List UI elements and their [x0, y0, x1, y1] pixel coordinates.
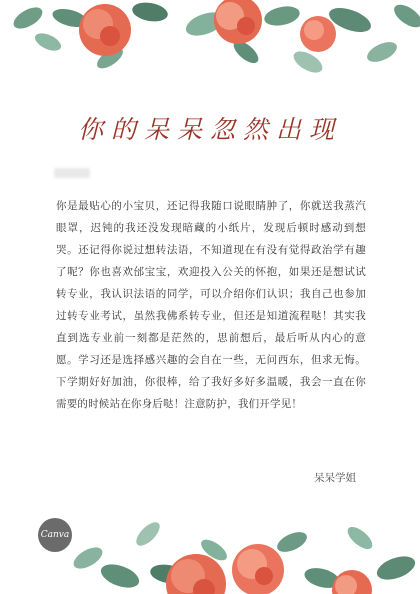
- letter-signature: 呆呆学姐: [314, 472, 356, 484]
- redacted-recipient-name: [54, 168, 90, 178]
- top-floral-decoration: [0, 0, 420, 92]
- canva-logo-text: Canva: [40, 530, 70, 540]
- bottom-floral-decoration: [0, 494, 420, 594]
- letter-body: 你是最贴心的小宝贝，还记得我随口说眼睛肿了，你就送我蒸汽眼罩，迟钝的我还没发现暗藏的小纸片，发现后顿时感动到想哭。还记得你说过想转法语，不知道现在有没有觉得政治学有趣了呢？你也喜欢邰宝宝，欢迎投入公关的怀抱，如果还是想试试转专业，我认识法语的同学，可以介绍你们认识；我自己也参加过转专业考试，虽然我佛系转专业，但还是知道流程哒！其实我直到选专业前一刻都是茫然的，思前想后，最后听从内心的意愿。学习还是选择感兴趣的会自在一些，无问西东，但求无悔。下学期好好加油，你很棒，给了我好多好多温暖，我会一直在你需要的时候站在你身后哒！注意防护，我们开学见！: [56, 200, 366, 410]
- letter-title: 你的呆呆忽然出现: [77, 115, 342, 144]
